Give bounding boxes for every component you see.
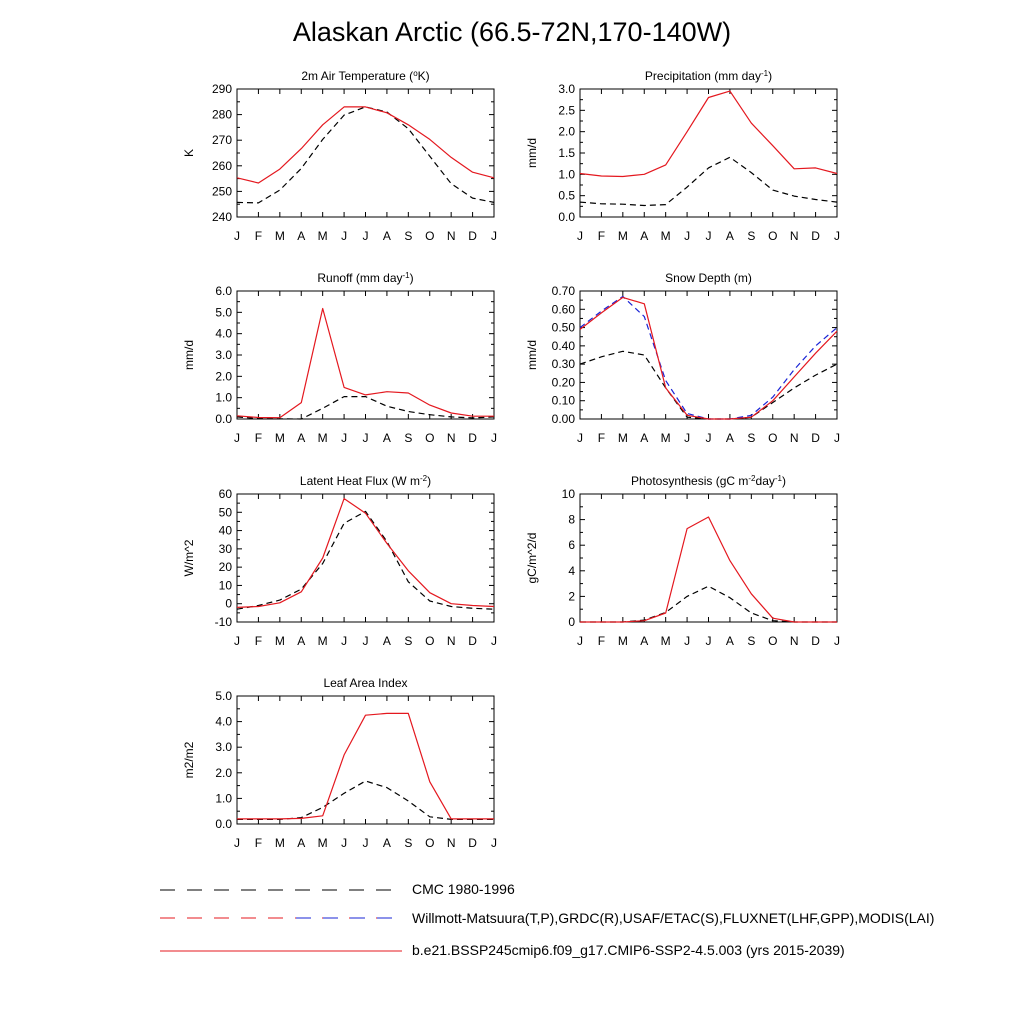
x-tick-label: J (705, 229, 712, 243)
y-tick-label: 2 (568, 589, 575, 604)
x-tick-label: A (297, 634, 306, 648)
x-tick-label: J (684, 229, 691, 243)
y-tick-label: 5.0 (215, 305, 232, 320)
y-tick-label: 4.0 (215, 326, 232, 341)
plot-frame (237, 291, 494, 419)
series-line-model (237, 309, 494, 418)
series-line-obs (580, 157, 837, 205)
x-tick-label: M (317, 836, 328, 850)
y-tick-label: 290 (211, 82, 232, 96)
chart-panel (182, 676, 497, 850)
y-tick-label: 2.0 (558, 124, 575, 139)
x-tick-label: J (834, 229, 840, 243)
legend-label-model: b.e21.BSSP245cmip6.f09_g17.CMIP6-SSP2-4.5.003 (yrs 2015-2039) (412, 942, 845, 958)
y-tick-label: 6.0 (215, 284, 232, 298)
x-tick-label: A (297, 836, 306, 850)
x-tick-label: D (468, 634, 477, 648)
y-tick-label: 240 (211, 210, 232, 224)
x-tick-label: A (382, 836, 391, 850)
x-tick-label: O (768, 229, 778, 243)
chart-panel (525, 69, 840, 243)
figure-title: Alaskan Arctic (66.5-72N,170-140W) (292, 17, 732, 47)
x-tick-label: J (362, 836, 369, 850)
panel-title: Runoff (mm day$^{-1}$) (317, 271, 414, 285)
y-tick-label: 0.70 (551, 284, 575, 298)
x-tick-label: J (341, 229, 348, 243)
chart-panel (182, 69, 497, 243)
x-tick-label: J (684, 634, 691, 648)
x-tick-label: D (468, 836, 477, 850)
y-tick-label: 0.40 (551, 338, 575, 353)
x-tick-label: J (491, 836, 497, 850)
x-tick-label: M (660, 431, 671, 445)
x-tick-label: A (640, 229, 649, 243)
x-tick-label: A (382, 431, 391, 445)
x-tick-label: J (234, 229, 240, 243)
y-tick-label: 6 (568, 538, 575, 553)
x-tick-label: A (382, 634, 391, 648)
x-tick-label: F (254, 431, 263, 445)
y-tick-label: 0.20 (551, 375, 575, 390)
plot-frame (580, 89, 837, 217)
y-tick-label: 1.0 (215, 791, 232, 806)
x-tick-label: J (577, 229, 583, 243)
x-tick-label: M (274, 836, 285, 850)
x-tick-label: M (317, 431, 328, 445)
series-line-obs (580, 586, 837, 622)
y-axis-label: mm/d (525, 340, 539, 370)
legend-label-cmc: CMC 1980-1996 (412, 881, 515, 897)
y-tick-label: 20 (218, 560, 232, 575)
series-line-obs (237, 511, 494, 609)
x-tick-label: N (446, 229, 456, 243)
y-tick-label: 0 (568, 615, 575, 629)
x-tick-label: D (811, 431, 820, 445)
x-tick-label: M (317, 634, 328, 648)
x-tick-label: M (274, 634, 285, 648)
series-line-model (580, 91, 837, 176)
y-tick-label: -10 (214, 615, 232, 629)
y-axis-label: m2/m2 (182, 741, 196, 779)
x-tick-label: J (577, 431, 583, 445)
y-tick-label: 10 (218, 578, 232, 593)
y-tick-label: 2.0 (215, 765, 232, 780)
y-tick-label: 0 (225, 596, 232, 611)
x-tick-label: F (254, 634, 263, 648)
x-tick-label: N (789, 431, 799, 445)
series-line-obs (580, 351, 837, 419)
x-tick-label: S (404, 836, 413, 850)
y-tick-label: 4.0 (215, 714, 232, 729)
y-tick-label: 3.0 (215, 740, 232, 755)
y-tick-label: 1.0 (558, 167, 575, 182)
x-tick-label: O (768, 431, 778, 445)
x-tick-label: J (577, 634, 583, 648)
panel-title: Photosynthesis (gC $m^{-2}day^{-1}$) (631, 474, 786, 488)
panel-title: Snow Depth (m) (665, 271, 752, 285)
x-tick-label: D (468, 229, 477, 243)
series-line-model (237, 499, 494, 608)
x-tick-label: S (747, 229, 756, 243)
x-tick-label: S (747, 431, 756, 445)
legend-lines (160, 890, 402, 951)
y-tick-label: 40 (218, 523, 232, 538)
x-tick-label: J (834, 431, 840, 445)
y-tick-label: 0.0 (558, 210, 575, 224)
x-tick-label: M (617, 431, 628, 445)
y-tick-label: 270 (211, 133, 232, 148)
series-line-model (580, 517, 837, 622)
panel-title: Leaf Area Index (323, 676, 408, 690)
y-tick-label: 250 (211, 184, 232, 199)
x-tick-label: S (404, 634, 413, 648)
y-tick-label: 0.30 (551, 357, 575, 372)
y-axis-label: mm/d (182, 340, 196, 370)
chart-panel (182, 271, 497, 445)
x-tick-label: F (254, 836, 263, 850)
chart-panel (525, 271, 840, 445)
series-line-obs (237, 107, 494, 203)
x-tick-label: N (446, 634, 456, 648)
y-tick-label: 1.5 (558, 146, 575, 160)
panel-title: 2m Air Temperature ($^o$K) (301, 69, 430, 83)
x-tick-label: S (404, 229, 413, 243)
x-tick-label: J (341, 836, 348, 850)
y-tick-label: 8 (568, 512, 575, 527)
y-tick-label: 0.0 (215, 412, 232, 426)
x-tick-label: J (234, 431, 240, 445)
chart-panel (525, 474, 840, 648)
x-tick-label: O (768, 634, 778, 648)
x-tick-label: S (747, 634, 756, 648)
x-tick-label: J (362, 229, 369, 243)
series-line-obs2 (580, 297, 837, 420)
x-tick-label: N (789, 634, 799, 648)
x-tick-label: A (640, 634, 649, 648)
y-tick-label: 3.0 (558, 82, 575, 96)
y-tick-label: 260 (211, 158, 232, 173)
y-tick-label: 0.0 (215, 817, 232, 831)
x-tick-label: D (811, 229, 820, 243)
x-tick-label: A (382, 229, 391, 243)
y-tick-label: 0.60 (551, 302, 575, 317)
x-tick-label: D (811, 634, 820, 648)
x-tick-label: A (297, 229, 306, 243)
x-tick-label: F (597, 431, 606, 445)
panel-title: Latent Heat Flux (W $m^{-2}$) (299, 474, 432, 488)
x-tick-label: F (597, 229, 606, 243)
x-tick-label: A (640, 431, 649, 445)
x-tick-label: F (597, 634, 606, 648)
x-tick-label: J (362, 431, 369, 445)
y-tick-label: 2.5 (558, 103, 575, 118)
y-tick-label: 60 (218, 487, 232, 501)
y-tick-label: 1.0 (215, 390, 232, 405)
x-tick-label: J (234, 836, 240, 850)
plot-frame (237, 89, 494, 217)
x-tick-label: O (425, 431, 435, 445)
x-tick-label: J (834, 634, 840, 648)
y-tick-label: 0.10 (551, 393, 575, 408)
x-tick-label: O (425, 229, 435, 243)
x-tick-label: M (617, 229, 628, 243)
y-tick-label: 10 (561, 487, 575, 501)
x-tick-label: M (660, 229, 671, 243)
y-tick-label: 2.0 (215, 369, 232, 384)
panel-title: Precipitation (mm day$^{-1}$) (644, 69, 773, 83)
x-tick-label: J (491, 431, 497, 445)
x-tick-label: A (297, 431, 306, 445)
x-tick-label: M (660, 634, 671, 648)
y-axis-label: K (182, 148, 196, 158)
x-tick-label: M (274, 431, 285, 445)
x-tick-label: J (684, 431, 691, 445)
series-line-model (237, 107, 494, 183)
x-tick-label: O (425, 634, 435, 648)
y-tick-label: 50 (218, 505, 232, 520)
x-tick-label: J (341, 431, 348, 445)
y-tick-label: 30 (218, 541, 232, 556)
series-line-model (580, 297, 837, 419)
chart-panel (182, 474, 497, 648)
y-tick-label: 4 (568, 563, 575, 578)
x-tick-label: J (705, 634, 712, 648)
y-axis-label: gC/m^2/d (525, 532, 539, 584)
series-line-model (237, 713, 494, 819)
x-tick-label: D (468, 431, 477, 445)
y-axis-label: mm/d (525, 138, 539, 168)
plot-frame (580, 291, 837, 419)
x-tick-label: A (725, 634, 734, 648)
x-tick-label: J (705, 431, 712, 445)
x-tick-label: S (404, 431, 413, 445)
legend-label-observations: Willmott-Matsuura(T,P),GRDC(R),USAF/ETAC(S),FLUXNET(LHF,GPP),MODIS(LAI) (412, 910, 935, 926)
x-tick-label: N (446, 836, 456, 850)
y-tick-label: 3.0 (215, 348, 232, 362)
x-tick-label: J (234, 634, 240, 648)
x-tick-label: A (725, 229, 734, 243)
x-tick-label: J (362, 634, 369, 648)
x-tick-label: J (491, 634, 497, 648)
y-tick-label: 280 (211, 107, 232, 122)
x-tick-label: M (317, 229, 328, 243)
x-tick-label: N (789, 229, 799, 243)
y-tick-label: 0.5 (558, 188, 575, 203)
x-tick-label: M (617, 634, 628, 648)
plot-frame (580, 494, 837, 622)
x-tick-label: N (446, 431, 456, 445)
y-axis-label: W/m^2 (182, 539, 196, 577)
y-tick-label: 0.50 (551, 320, 575, 335)
x-tick-label: A (725, 431, 734, 445)
x-tick-label: F (254, 229, 263, 243)
series-line-obs (237, 781, 494, 819)
y-tick-label: 0.00 (551, 412, 575, 426)
x-tick-label: J (341, 634, 348, 648)
x-tick-label: O (425, 836, 435, 850)
y-tick-label: 5.0 (215, 689, 232, 703)
x-tick-label: M (274, 229, 285, 243)
x-tick-label: J (491, 229, 497, 243)
